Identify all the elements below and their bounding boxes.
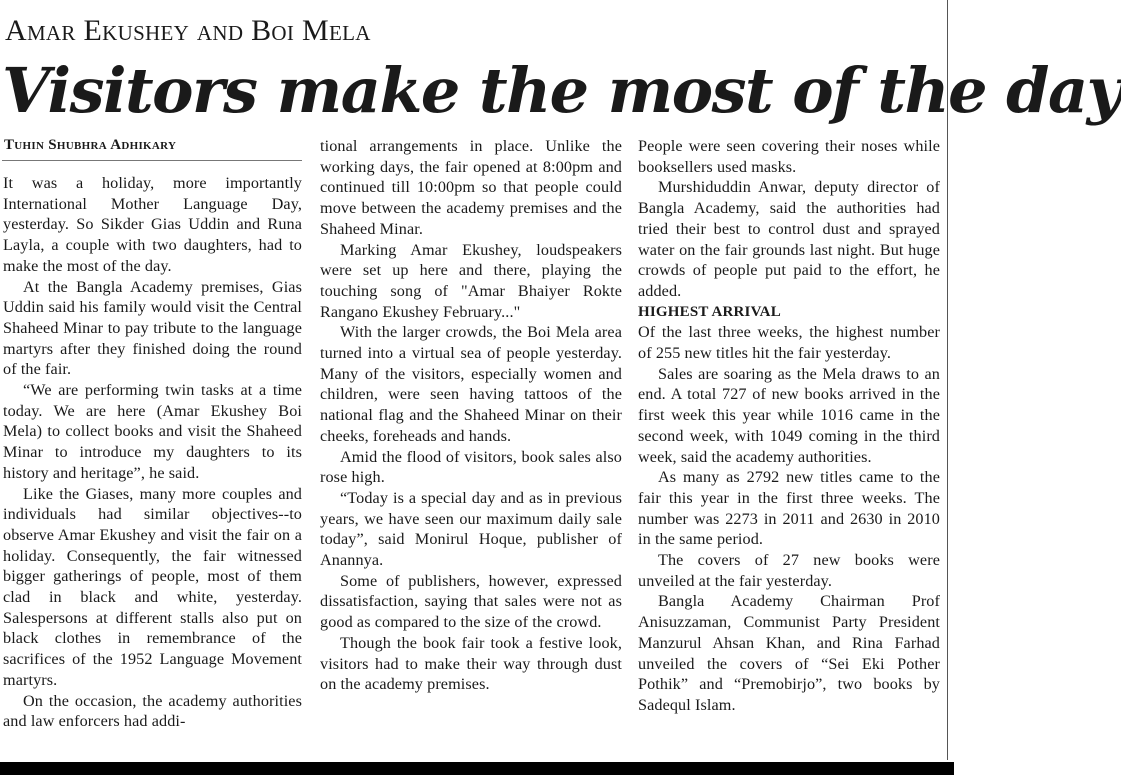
article-column-2 <box>320 136 622 695</box>
paragraph: Like the Giases, many more couples and individuals had similar objectives--to observe Amar Ekushey and visit the fair on a holiday. Consequently, the fair witnessed bigger gatherings of people, most of them clad in black and white, yesterday. Salespersons at different stalls also put on black clothes in remembrance of the sacrifices of the 1952 Language Movement martyrs. <box>3 484 302 689</box>
paragraph: Of the last three weeks, the highest number of 255 new titles hit the fair yesterday. <box>638 323 940 363</box>
paragraph: “Today is a special day and as in previous years, we have seen our maximum daily sale today”, said Monirul Hoque, publisher of Anannya. <box>320 488 622 570</box>
paragraph: Though the book fair took a festive look, visitors had to make their way through dust on the academy premises. <box>320 633 622 694</box>
paragraph: “We are performing twin tasks at a time today. We are here (Amar Ekushey Boi Mela) to collect books and visit the Shaheed Minar to introduce my daughters to its history and heritage”, he said. <box>3 381 302 482</box>
paragraph: People were seen covering their noses while booksellers used masks. <box>638 137 940 176</box>
article-column-3 <box>638 136 940 716</box>
paragraph: On the occasion, the academy authorities and law enforcers had addi- <box>3 691 302 731</box>
kicker: Amar Ekushey and Boi Mela <box>5 14 371 47</box>
paragraph: Amid the flood of visitors, book sales also rose high. <box>320 447 622 487</box>
paragraph: It was a holiday, more importantly International Mother Language Day, yesterday. So Sikder Gias Uddin and Runa Layla, a couple with two daughters, had to make the most of the day. <box>3 174 302 275</box>
byline: Tuhin Shubhra Adhikary <box>4 137 177 153</box>
byline-divider <box>2 160 302 161</box>
paragraph: Sales are soaring as the Mela draws to an end. A total 727 of new books arrived in the first week this year while 1016 came in the second week, with 1049 coming in the third week, said the academy authorities. <box>638 364 940 466</box>
article-column-1 <box>3 173 302 732</box>
paragraph: The covers of 27 new books were unveiled at the fair yesterday. <box>638 551 940 590</box>
paragraph: Some of publishers, however, expressed dissatisfaction, saying that sales were not as good as compared to the size of the crowd. <box>320 571 622 632</box>
bottom-edge-bar <box>0 762 954 775</box>
paragraph: Bangla Academy Chairman Prof Anisuzzaman, Communist Party President Manzurul Ahsan Khan, and Rina Farhad unveiled the covers of “Sei Eki Pother Pothik” and “Premobirjo”, two books by Sadequl Islam. <box>638 592 940 714</box>
paragraph: As many as 2792 new titles came to the fair this year in the first three weeks. The number was 2273 in 2011 and 2630 in 2010 in the same period. <box>638 468 940 549</box>
paragraph: tional arrangements in place. Unlike the working days, the fair opened at 8:00pm and continued till 10:00pm so that people could move between the academy premises and the Shaheed Minar. <box>320 137 622 238</box>
subheading: HIGHEST ARRIVAL <box>638 303 781 320</box>
headline: Visitors make the most of the day <box>2 54 1121 127</box>
paragraph: Murshiduddin Anwar, deputy director of Bangla Academy, said the authorities had tried their best to control dust and sprayed water on the fair grounds last night. But huge crowds of people put paid to the effort, he added. <box>638 178 940 300</box>
paragraph: At the Bangla Academy premises, Gias Uddin said his family would visit the Central Shaheed Minar to pay tribute to the language martyrs after they finished doing the round of the fair. <box>3 277 302 379</box>
paragraph: With the larger crowds, the Boi Mela area turned into a virtual sea of people yesterday. Many of the visitors, especially women and children, were seen having tattoos of the national flag and the Shaheed Minar on their cheeks, foreheads and hands. <box>320 323 622 445</box>
paragraph: Marking Amar Ekushey, loudspeakers were set up here and there, playing the touching song of "Amar Bhaiyer Rokte Rangano Ekushey February..." <box>320 240 622 321</box>
